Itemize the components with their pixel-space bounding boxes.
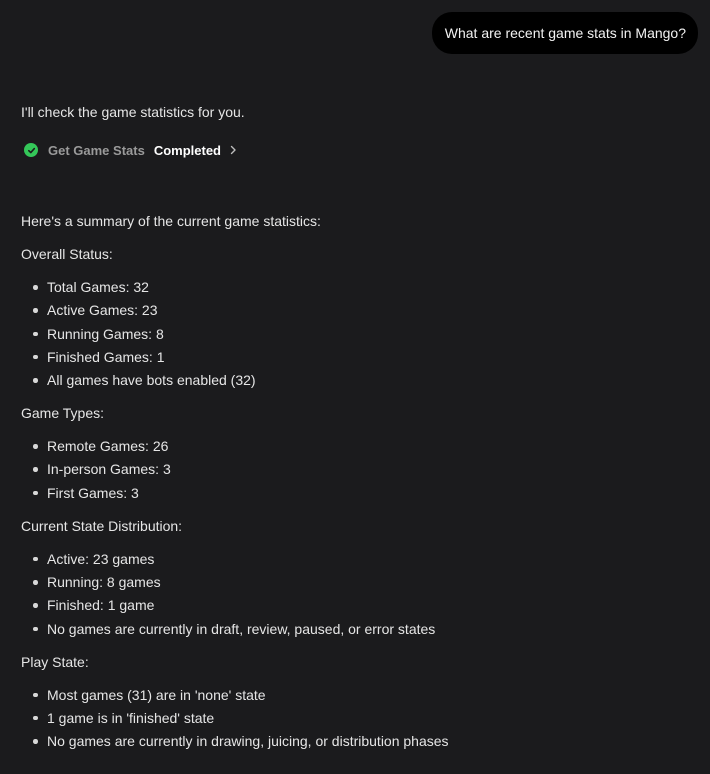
tool-call-row[interactable] xyxy=(21,140,691,160)
user-message-bubble: What are recent game stats in Mango? xyxy=(432,12,698,54)
summary-intro: Here's a summary of the current game statistics: xyxy=(21,213,321,229)
list-item: Active: 23 games xyxy=(21,549,691,569)
list-item: Running: 8 games xyxy=(21,572,691,592)
section-title-play-state: Play State: xyxy=(21,653,89,670)
chevron-right-icon[interactable] xyxy=(229,145,237,155)
list-item: Remote Games: 26 xyxy=(21,436,691,456)
list-item: Finished Games: 1 xyxy=(21,347,691,367)
section-title-overall-status: Overall Status: xyxy=(21,246,113,262)
assistant-intro: I'll check the game statistics for you. xyxy=(21,104,245,120)
list-item: Active Games: 23 xyxy=(21,300,691,320)
list-item: All games have bots enabled (32) xyxy=(21,370,691,390)
section-title-state-distribution: Current State Distribution: xyxy=(21,517,183,534)
assistant-message xyxy=(21,102,691,751)
state-distribution-list xyxy=(21,549,691,639)
tool-call-status: Completed xyxy=(153,142,221,158)
list-item: Most games (31) are in 'none' state xyxy=(21,685,691,705)
list-item: No games are currently in draft, review, paused, or error states xyxy=(21,619,691,639)
list-item: First Games: 3 xyxy=(21,483,691,503)
list-item: 1 game is in 'finished' state xyxy=(21,708,691,728)
list-item: No games are currently in drawing, juicing, or distribution phases xyxy=(21,731,691,751)
play-state-list xyxy=(21,685,691,752)
stats-summary xyxy=(21,211,691,751)
check-circle-icon xyxy=(24,143,38,157)
game-types-list xyxy=(21,436,691,503)
tool-call-name: Get Game Stats xyxy=(48,142,145,158)
section-title-game-types: Game Types: xyxy=(21,405,105,422)
overall-status-list xyxy=(21,277,691,390)
list-item: Running Games: 8 xyxy=(21,324,691,344)
list-item: Finished: 1 game xyxy=(21,595,691,615)
list-item: In-person Games: 3 xyxy=(21,459,691,479)
list-item: Total Games: 32 xyxy=(21,277,691,297)
